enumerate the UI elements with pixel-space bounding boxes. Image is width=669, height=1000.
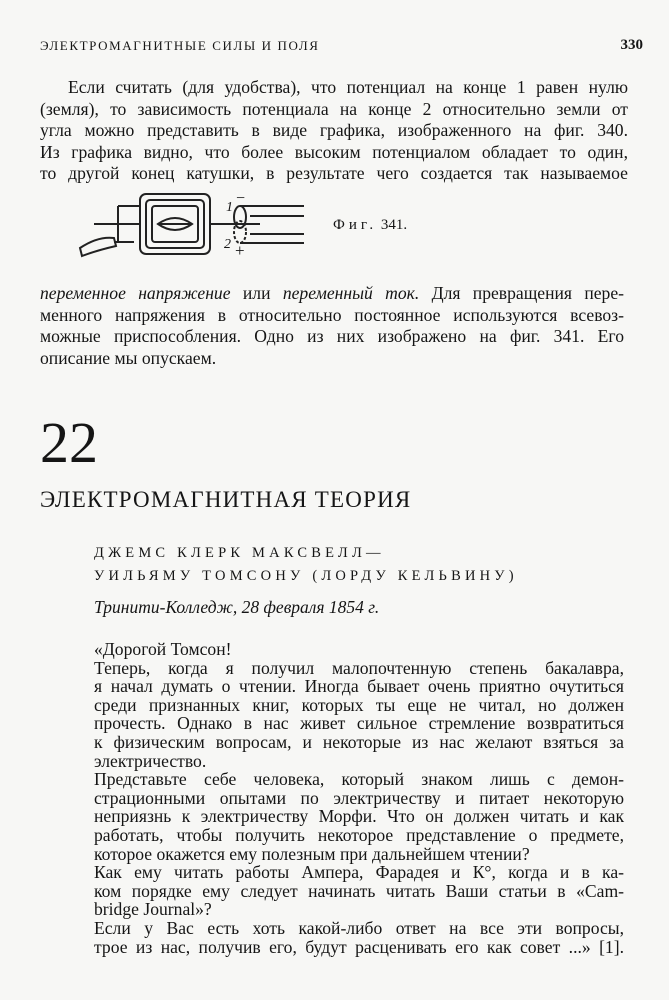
letter-line: Представьте себе человека, который знаком лишь с демон- xyxy=(94,769,624,790)
chapter-title: ЭЛЕКТРОМАГНИТНАЯ ТЕОРИЯ xyxy=(40,487,412,512)
letter-line: к физическим вопросам, и некоторые из нас желают взяться за xyxy=(94,731,624,752)
figure-caption-word: Фиг. xyxy=(333,217,378,233)
letter-line: среди признанных книг, которых ты еще не читал, но должен xyxy=(94,694,624,715)
letter-salutation: «Дорогой Томсон! xyxy=(94,639,232,659)
after-figure-paragraph xyxy=(40,283,624,369)
intro-line: (земля), то зависимость потенциала на конце 2 относительно земли от xyxy=(40,98,628,119)
figure-caption xyxy=(333,217,407,234)
plus-sign: + xyxy=(235,241,245,260)
letter-line: работать, чтобы получить некоторое представление о предмете, xyxy=(94,824,624,845)
intro-line: Если считать (для удобства), что потенциал на конце 1 равен нулю xyxy=(68,77,628,97)
letter-line: Как ему читать работы Ампера, Фарадея и К°, когда и в ка- xyxy=(94,862,624,883)
intro-line: угла можно представить в виде графика, изображенного на фиг. 340. xyxy=(40,120,628,140)
running-head: ЭЛЕКТРОМАГНИТНЫЕ СИЛЫ И ПОЛЯ xyxy=(40,38,320,53)
after-figure-line xyxy=(40,283,624,305)
chapter-number: 22 xyxy=(40,410,98,475)
term-alternating-current: переменный ток. xyxy=(282,283,420,303)
after-figure-text: Для превращения пере- xyxy=(431,283,625,303)
intro-line: Из графика видно, что более высоким потенциалом обладает то один, xyxy=(40,141,628,162)
letter-body xyxy=(94,640,624,956)
figure-caption-number: 341. xyxy=(380,217,408,233)
figure-341-drawing xyxy=(74,186,306,268)
letter-line: которое окажется ему полезным при дальнейшем чтении? xyxy=(94,843,530,864)
letter-line: страционными опытами по электричеству и питает некоторую xyxy=(94,787,624,808)
letter-line: неприязнь к электричеству Морфи. Что он должен читать и как xyxy=(94,806,624,827)
letter-line: bridge Journal»? xyxy=(94,899,212,920)
letter-line: прочесть. Однако в нас живет сильное стремление возвратиться xyxy=(94,713,624,734)
terminal-1-label: 1 xyxy=(226,200,233,215)
term-alternating-voltage: переменное напряжение xyxy=(40,283,231,303)
after-figure-line: описание мы опускаем. xyxy=(40,347,217,368)
letter-heading-line2: УИЛЬЯМУ ТОМСОНУ (ЛОРДУ КЕЛЬВИНУ) xyxy=(94,568,518,584)
letter-line: Если у Вас есть хоть какой-либо ответ на все эти вопросы, xyxy=(94,917,624,938)
after-figure-line: можные приспособления. Одно из них изображено на фиг. 341. Его xyxy=(40,326,624,346)
page-number: 330 xyxy=(620,37,643,53)
intro-line: то другой конец катушки, в результате чего создается так называемое xyxy=(40,163,628,183)
letter-line: электричество. xyxy=(94,750,207,771)
after-figure-text: или xyxy=(242,283,271,303)
letter-dateline: Тринити-Колледж, 28 февраля 1854 г. xyxy=(94,597,380,617)
minus-sign: − xyxy=(236,190,246,207)
letter-line: трое из нас, получив его, будут расценивать его как совет ...» [1]. xyxy=(94,936,624,957)
terminal-2-label: 2 xyxy=(224,237,231,252)
letter-heading-line1: ДЖЕМС КЛЕРК МАКСВЕЛЛ— xyxy=(94,545,385,561)
intro-paragraph xyxy=(40,77,628,185)
letter-line: Теперь, когда я получил малопочтенную степень бакалавра, xyxy=(94,657,624,678)
letter-line: я начал думать о чтении. Иногда бывает очень приятно очутиться xyxy=(94,676,624,697)
after-figure-line: менного напряжения в относительно постоянное используются всевоз- xyxy=(40,304,624,325)
letter-line: ком порядке ему следует начинать читать Ваши статьи в «Cam- xyxy=(94,880,624,901)
